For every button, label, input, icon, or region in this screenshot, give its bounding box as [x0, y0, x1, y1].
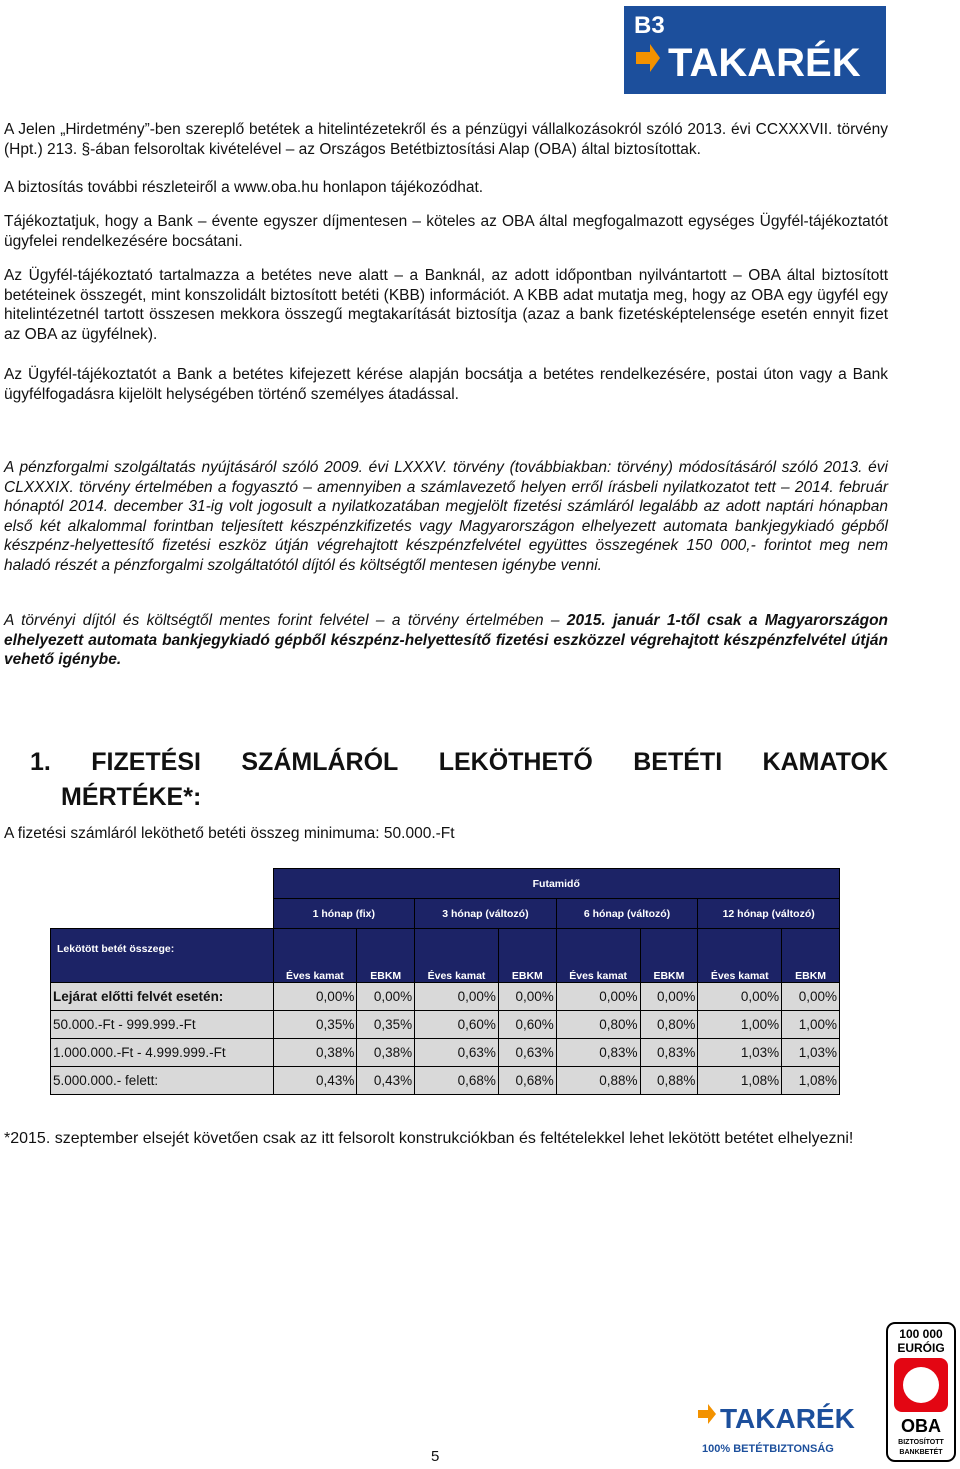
takarek-logo-bottom	[698, 1400, 858, 1462]
table-cell: 0,68%	[498, 1067, 556, 1095]
table-cell: 0,63%	[415, 1039, 499, 1067]
sub-header: Éves kamat	[273, 929, 357, 983]
table-cell: 0,88%	[556, 1067, 640, 1095]
sub-header: Éves kamat	[415, 929, 499, 983]
page-number: 5	[431, 1448, 440, 1465]
paragraph-kbb-info: Az Ügyfél-tájékoztató tartalmazza a betétes neve alatt – a Banknál, az adott időpontban nyilvántartott – OBA által biztosított betéteinek összegét, mint konszolidált biztosított betéti (KBB) információt. A KBB adat mutatja meg, hogy az OBA egy ügyfél egy hitelintézetnél tartott összesen mekkora összegű megtakarítását biztosítja (azaz a bank fizetésképtelensége esetén ennyit fizet az OBA az ügyfélnek).	[4, 267, 888, 343]
table-cell: 1,08%	[782, 1067, 840, 1095]
table-cell: 0,80%	[640, 1011, 698, 1039]
row-header-label: Lekötött betét összege:	[51, 929, 274, 983]
paragraph-law: A pénzforgalmi szolgáltatás nyújtásáról szóló 2009. évi LXXXV. törvény (továbbiakban: törvény) módosításáról szóló 2013. évi CLXXXIX. törvény értelmében a fogyasztó – amennyiben a számlavezető helyen erről írásbeli nyilatkozatot tett – 2014. február hónaptól 2014. december 31-ig volt jogosult a nyilatkozatában megjelölt fizetési számláról legalább az adott naptári hónapban első két alkalommal forintban teljesített készpénzkifizetés vagy Magyarországon elhelyezett automata bankjegykiadó gépből készpénz-helyettesítő fizetési eszköz útján végrehajtott készpénzfelvétel együttes összegének 150 000,- forintot meg nem haladó részét a pénzforgalmi szolgáltatótól díjtól és költségtől mentesen igénybe venni.	[4, 459, 888, 574]
heading-word-4: BETÉTI	[633, 748, 723, 776]
table-cell: 0,63%	[498, 1039, 556, 1067]
period-6-header: 6 hónap (változó)	[556, 899, 698, 929]
paragraph-free-withdrawal-bold: 2015. január 1-től csak a Magyarországon elhelyezett automata bankjegykiadó gépből készpénz-helyettesítő fizetési eszközzel végrehajtott készpénzfelvétel útján vehető igénybe.	[4, 612, 889, 669]
logo-bottom-name: TAKARÉK	[720, 1403, 855, 1434]
row-label: Lejárat előtti felvét esetén:	[51, 983, 274, 1011]
table-cell: 0,35%	[357, 1011, 415, 1039]
table-cell: 0,60%	[498, 1011, 556, 1039]
paragraph-free-withdrawal	[4, 611, 888, 670]
table-cell: 1,03%	[782, 1039, 840, 1067]
table-cell: 0,00%	[698, 983, 782, 1011]
sub-header: Éves kamat	[698, 929, 782, 983]
oba-badge	[886, 1322, 956, 1462]
row-label: 1.000.000.-Ft - 4.999.999.-Ft	[51, 1039, 274, 1067]
table-row	[51, 983, 840, 1011]
svg-text:BANKBETÉT: BANKBETÉT	[899, 1449, 943, 1456]
svg-text:OBA: OBA	[901, 1416, 941, 1436]
plus-icon	[698, 1404, 716, 1424]
table-cell: 0,83%	[556, 1039, 640, 1067]
row-label: 50.000.-Ft - 999.999.-Ft	[51, 1011, 274, 1039]
interest-rate-table	[50, 868, 840, 1095]
paragraph-bank-obligation: Tájékoztatjuk, hogy a Bank – évente egyszer díjmentesen – köteles az OBA által megfogalmazott egységes Ügyfél-tájékoztatót ügyfelei rendelkezésére bocsátani.	[4, 213, 888, 250]
table-cell: 1,00%	[698, 1011, 782, 1039]
table-cell: 1,00%	[782, 1011, 840, 1039]
futamido-header: Futamidő	[273, 869, 840, 899]
heading-line-2: MÉRTÉKE*:	[61, 783, 202, 811]
logo-bottom-tagline: 100% BETÉTBIZTONSÁG	[702, 1443, 834, 1455]
paragraph-request: Az Ügyfél-tájékoztatót a Bank a betétes kifejezett kérése alapján bocsátja a betétes rendelkezésére, postai úton vagy a Bank ügyfélfogadásra kijelölt helységében történő személyes átadással.	[4, 366, 888, 403]
period-3-header: 3 hónap (változó)	[415, 899, 557, 929]
table-cell: 0,00%	[640, 983, 698, 1011]
footnote: *2015. szeptember elsejét követően csak az itt felsorolt konstrukciókban és feltételekkel lehet lekötött betétet elhelyezni!	[4, 1130, 854, 1147]
table-cell: 0,35%	[273, 1011, 357, 1039]
table-cell: 0,00%	[415, 983, 499, 1011]
table-row	[51, 1011, 840, 1039]
heading-word-5: KAMATOK	[762, 748, 888, 776]
period-1-header: 1 hónap (fix)	[273, 899, 415, 929]
heading-word-1: FIZETÉSI	[91, 748, 201, 776]
svg-text:EURÓIG: EURÓIG	[897, 1341, 945, 1355]
table-cell: 0,43%	[273, 1067, 357, 1095]
table-cell: 0,00%	[782, 983, 840, 1011]
row-label: 5.000.000.- felett:	[51, 1067, 274, 1095]
sub-header: EBKM	[498, 929, 556, 983]
paragraph-free-withdrawal-intro: A törvényi díjtól és költségtől mentes forint felvétel – a törvény értelmében –	[4, 612, 567, 629]
logo-takarek: TAKARÉK	[668, 41, 861, 85]
sub-header: EBKM	[357, 929, 415, 983]
table-row	[51, 1067, 840, 1095]
table-row	[51, 1039, 840, 1067]
table-cell: 0,83%	[640, 1039, 698, 1067]
svg-text:BIZTOSÍTOTT: BIZTOSÍTOTT	[898, 1439, 944, 1446]
heading-word-2: SZÁMLÁRÓL	[241, 748, 399, 776]
table-cell: 0,68%	[415, 1067, 499, 1095]
heading-number: 1.	[30, 748, 51, 776]
paragraph-oba-website: A biztosítás további részleteiről a www.oba.hu honlapon tájékozódhat.	[4, 179, 484, 196]
table-cell: 0,38%	[273, 1039, 357, 1067]
table-cell: 0,00%	[273, 983, 357, 1011]
minimum-amount: A fizetési számláról leköthető betéti összeg minimuma: 50.000.-Ft	[4, 825, 455, 842]
sub-header: Éves kamat	[556, 929, 640, 983]
sub-header: EBKM	[782, 929, 840, 983]
paragraph-oba-coverage: A Jelen „Hirdetmény”-ben szereplő betétek a hitelintézetekről és a pénzügyi vállalkozásokról szóló 2013. évi CCXXXVII. törvény (Hpt.) 213. §-ában felsoroltak kivételével – az Országos Betétbiztosítási Alap (OBA) által biztosítottak.	[4, 121, 888, 158]
takarek-logo-top	[624, 6, 886, 94]
table-cell: 0,00%	[498, 983, 556, 1011]
logo-b3: B3	[634, 12, 665, 39]
period-12-header: 12 hónap (változó)	[698, 899, 840, 929]
table-cell: 0,60%	[415, 1011, 499, 1039]
heading-word-3: LEKÖTHETŐ	[438, 748, 593, 776]
table-cell: 0,00%	[556, 983, 640, 1011]
svg-text:100 000: 100 000	[899, 1327, 943, 1341]
table-cell: 1,08%	[698, 1067, 782, 1095]
section-heading	[30, 745, 888, 815]
table-cell: 0,00%	[357, 983, 415, 1011]
table-cell: 0,43%	[357, 1067, 415, 1095]
table-cell: 0,80%	[556, 1011, 640, 1039]
sub-header: EBKM	[640, 929, 698, 983]
table-cell: 0,38%	[357, 1039, 415, 1067]
table-cell: 0,88%	[640, 1067, 698, 1095]
table-cell: 1,03%	[698, 1039, 782, 1067]
